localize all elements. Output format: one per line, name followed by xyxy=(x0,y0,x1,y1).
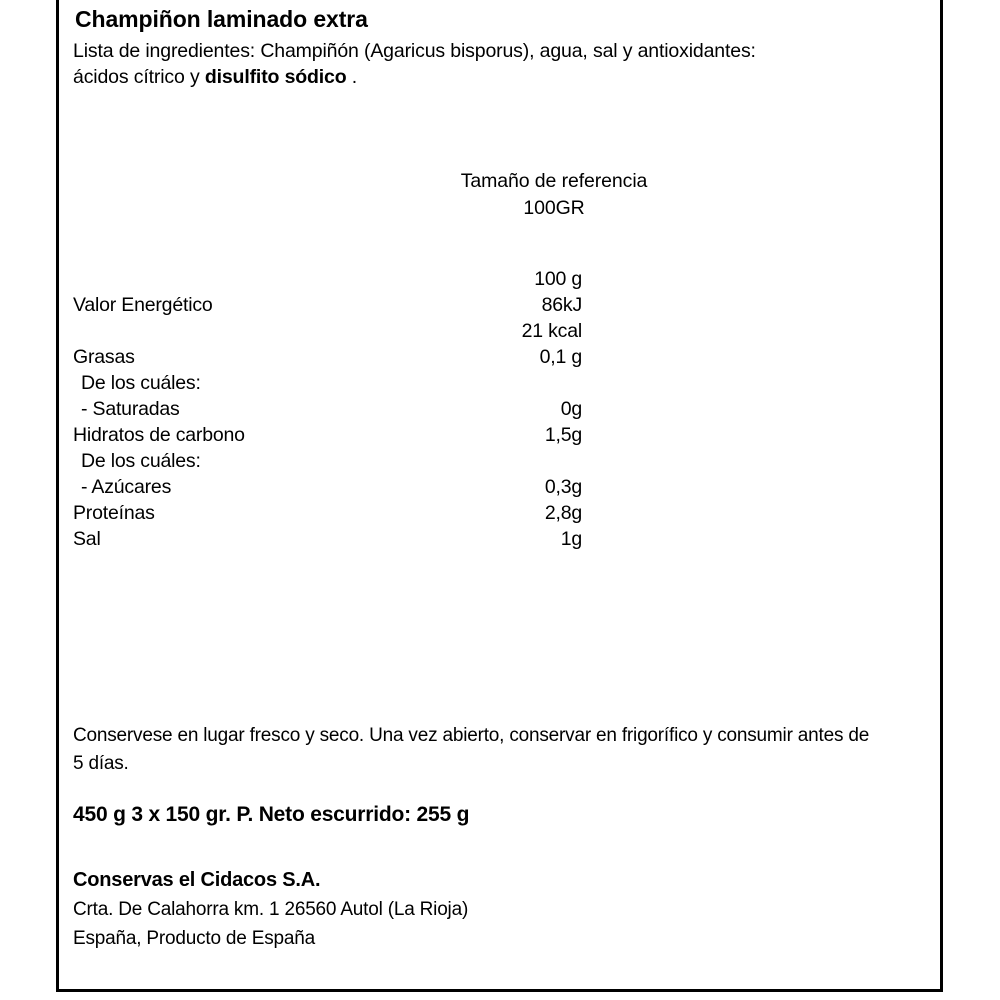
nutrition-table xyxy=(59,268,940,554)
ingredients-allergen: disulfito sódico xyxy=(204,66,347,88)
company-country: España, Producto de España xyxy=(73,928,315,949)
nutrition-label-frame xyxy=(56,0,943,992)
nutrition-row-value: 21 kcal xyxy=(521,320,582,342)
nutrition-row-label: De los cuáles: xyxy=(81,450,201,472)
nutrition-row-value: 86kJ xyxy=(541,294,582,316)
nutrition-row-label: Grasas xyxy=(73,346,135,368)
nutrition-row-label: Sal xyxy=(73,528,101,550)
nutrition-column-header: 100 g xyxy=(534,268,582,290)
nutrition-row-value: 1,5g xyxy=(544,424,582,446)
reference-size-block xyxy=(409,168,699,222)
reference-size-heading: Tamaño de referencia xyxy=(460,170,648,192)
net-weight-line: 450 g 3 x 150 gr. P. Neto escurrido: 255 g xyxy=(73,803,470,826)
nutrition-row-value: 0,3g xyxy=(544,476,582,498)
label-content xyxy=(59,0,940,989)
nutrition-row-value: 0,1 g xyxy=(539,346,582,368)
nutrition-row xyxy=(59,372,940,398)
reference-size-value: 100GR xyxy=(523,197,585,219)
nutrition-row xyxy=(59,528,940,554)
company-address: Crta. De Calahorra km. 1 26560 Autol (La Rioja) xyxy=(73,899,469,920)
nutrition-row-label: - Saturadas xyxy=(81,398,180,420)
nutrition-row xyxy=(59,450,940,476)
product-title: Champiñon laminado extra xyxy=(75,6,368,32)
nutrition-row-label: Valor Energético xyxy=(73,294,213,316)
nutrition-header-row xyxy=(59,268,940,294)
nutrition-row-value: 0g xyxy=(560,398,582,420)
nutrition-row-value: 1g xyxy=(560,528,582,550)
ingredients-list xyxy=(73,38,813,90)
nutrition-row xyxy=(59,320,940,346)
nutrition-rows xyxy=(59,294,940,554)
nutrition-row xyxy=(59,476,940,502)
nutrition-row-label: Proteínas xyxy=(73,502,155,524)
nutrition-row xyxy=(59,346,940,372)
ingredients-suffix: . xyxy=(346,66,358,88)
company-name: Conservas el Cidacos S.A. xyxy=(73,869,321,891)
nutrition-row-value: 2,8g xyxy=(544,502,582,524)
nutrition-row xyxy=(59,502,940,528)
ingredients-prefix: Lista de ingredientes: Champiñón (Agaricus bisporus), agua, sal y antioxidantes: ácidos cítrico y xyxy=(73,40,756,88)
nutrition-row xyxy=(59,398,940,424)
nutrition-row-label: - Azúcares xyxy=(81,476,172,498)
nutrition-row xyxy=(59,424,940,450)
nutrition-row-label: Hidratos de carbono xyxy=(73,424,245,446)
storage-instructions: Conservese en lugar fresco y seco. Una vez abierto, conservar en frigorífico y consumir antes de 5 días. xyxy=(73,725,870,774)
manufacturer-block xyxy=(73,866,773,953)
nutrition-row-label: De los cuáles: xyxy=(81,372,201,394)
nutrition-row xyxy=(59,294,940,320)
